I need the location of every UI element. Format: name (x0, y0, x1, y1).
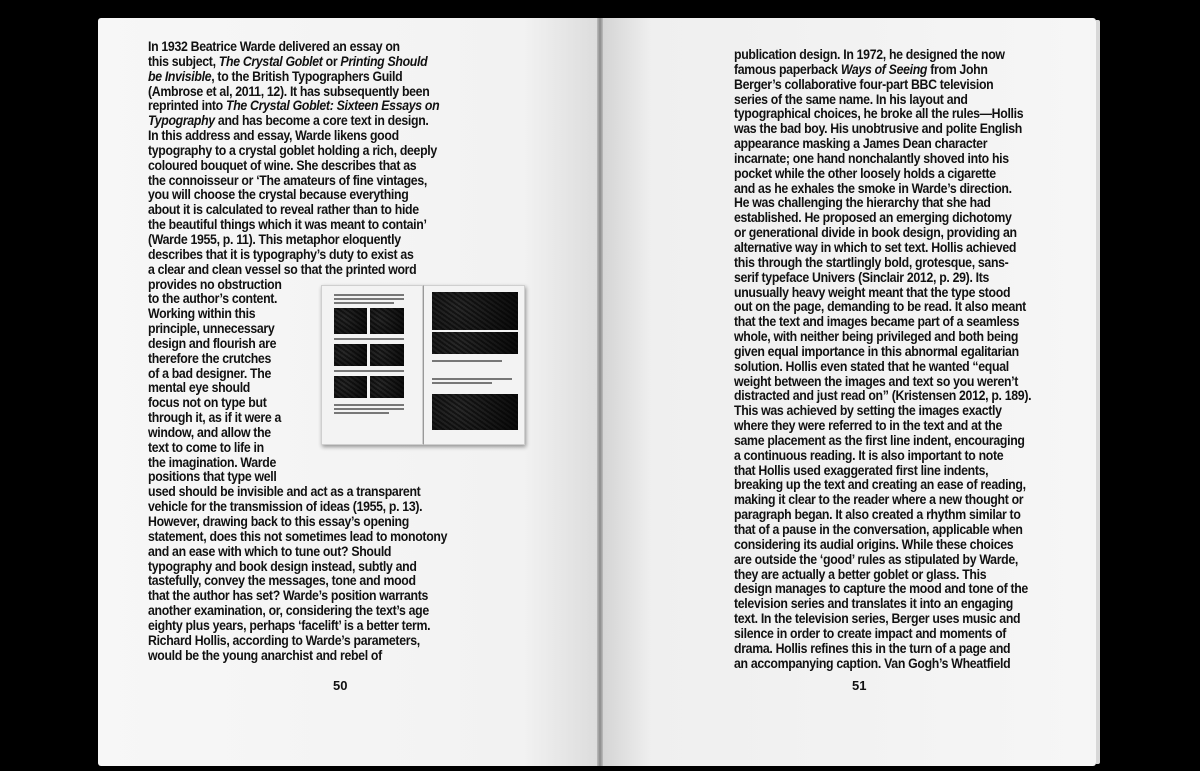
text-line: an accompanying caption. Van Gogh’s Wheatfield (734, 655, 1011, 671)
text-line: famous paperback Ways of Seeing from John (734, 61, 988, 77)
text-line: In 1932 Beatrice Warde delivered an essay on (148, 39, 400, 54)
text-line: unusually heavy weight meant that the type stood (734, 284, 1011, 300)
text-line: However, drawing back to this essay’s opening (148, 514, 409, 529)
inset-right-page (423, 285, 525, 445)
text-line: a clear and clean vessel so that the printed word (148, 261, 417, 277)
italic-title: Printing Should (340, 53, 428, 69)
text-line: considering its audial origins. While these choices (734, 536, 1014, 552)
text-line: therefore the crutches (148, 350, 271, 366)
text-line: silence in order to create impact and moments of (734, 625, 1007, 641)
italic-title: The Crystal Goblet: Sixteen Essays on (225, 98, 440, 114)
text-line: they are actually a better goblet or glass. This (734, 566, 987, 582)
text-line: this through the startlingly bold, grotesque, sans- (734, 254, 1009, 270)
text-line: Berger’s collaborative four-part BBC television (734, 76, 994, 92)
text-line: and as he exhales the smoke in Warde’s direction. (734, 180, 1012, 196)
text-line: out on the page, demanding to be read. It also meant (734, 299, 1026, 315)
text-line: serif typeface Univers (Sinclair 2012, p. 29). Its (734, 269, 990, 285)
text-line: television series and translates it into an engaging (734, 596, 1014, 612)
text-line: drama. Hollis refines this in the turn of a page and (734, 640, 1011, 656)
text-line: weight between the images and text so you weren’t (734, 373, 1019, 389)
text-line: was the bad boy. His unobtrusive and polite English (734, 121, 1022, 137)
text-line: eighty plus years, perhaps ‘facelift’ is a better term. (148, 617, 431, 633)
right-page-text (734, 48, 1038, 671)
text-line: another examination, or, considering the text’s age (148, 603, 429, 619)
text-line: series of the same name. In his layout and (734, 91, 968, 107)
text-line: window, and allow the (148, 424, 271, 440)
text-line: the beautiful things which it was meant to contain’ (148, 217, 427, 233)
text-line: through it, as if it were a (148, 410, 281, 426)
text-line: typography and book design instead, subtly and (148, 558, 417, 574)
text-line: vehicle for the transmission of ideas (1955, p. 13). (148, 499, 423, 515)
italic-title: Typography (148, 113, 215, 129)
text-line: design and flourish are (148, 335, 277, 351)
text-line: publication design. In 1972, he designed the now (734, 47, 1005, 62)
italic-title: Ways of Seeing (840, 61, 928, 77)
text-line: about it is calculated to reveal rather than to hide (148, 202, 419, 218)
text-line: describes that it is typography’s duty to exist as (148, 246, 414, 262)
text-line: He was challenging the hierarchy that she had (734, 195, 991, 211)
page-number-right: 51 (852, 678, 867, 693)
text-line: used should be invisible and act as a transparent (148, 484, 421, 500)
text-line: alternative way in which to set text. Hollis achieved (734, 239, 1017, 255)
text-line: In this address and essay, Warde likens good (148, 128, 399, 144)
text-line: Richard Hollis, according to Warde’s parameters, (148, 632, 420, 648)
text-line: mental eye should (148, 380, 251, 396)
text-line: be Invisible, to the British Typographers Guild (148, 68, 403, 84)
left-text-head (148, 40, 466, 292)
text-line: reprinted into The Crystal Goblet: Sixteen Essays on (148, 98, 440, 114)
text-line: are outside the ‘good’ rules as stipulated by Warde, (734, 551, 1019, 567)
text-line: focus not on type but (148, 395, 267, 411)
text-line: typographical choices, he broke all the rules—Hollis (734, 106, 1024, 122)
text-line: the imagination. Warde (148, 454, 276, 470)
text-line: a continuous reading. It is also important to note (734, 447, 1004, 463)
text-line: pocket while the other loosely holds a cigarette (734, 165, 996, 181)
left-text-tail (148, 485, 466, 663)
text-line: whole, with neither being privileged and both being (734, 329, 1019, 345)
page-number-left: 50 (333, 678, 348, 693)
text-line: that Hollis used exaggerated first line indents, (734, 462, 989, 478)
text-line: and an ease with which to tune out? Should (148, 543, 392, 559)
text-line: of a bad designer. The (148, 365, 271, 381)
text-line: (Ambrose et al, 2011, 12). It has subsequently been (148, 83, 430, 99)
text-line: making it clear to the reader where a new thought or (734, 492, 1024, 508)
text-line: that the author has set? Warde’s position warrants (148, 588, 429, 604)
text-line: that the text and images became part of a seamless (734, 314, 1020, 330)
text-line: (Warde 1955, p. 11). This metaphor eloquently (148, 231, 401, 247)
text-line: where they were referred to in the text and at the (734, 418, 1003, 434)
left-text-wrapped (148, 292, 295, 485)
inset-book-spread-image (321, 285, 525, 445)
text-line: This was achieved by setting the images exactly (734, 403, 1002, 419)
text-line: tastefully, convey the messages, tone and mood (148, 573, 416, 589)
text-line: established. He proposed an emerging dichotomy (734, 210, 1012, 226)
text-line: to the author’s content. (148, 291, 278, 307)
text-line: breaking up the text and creating an ease of reading, (734, 477, 1026, 493)
text-line: distracted and just read on” (Kristensen 2012, p. 189). (734, 388, 1032, 404)
text-line: Working within this (148, 306, 256, 322)
text-line: principle, unnecessary (148, 321, 275, 337)
text-line: coloured bouquet of wine. She describes that as (148, 157, 417, 173)
inset-left-page (321, 285, 423, 445)
text-line: text to come to life in (148, 439, 264, 455)
text-line: this subject, The Crystal Goblet or Printing Should (148, 53, 428, 69)
book-gutter (597, 18, 603, 766)
text-line: the connoisseur or ‘The amateurs of fine vintages, (148, 172, 427, 188)
text-line: that of a pause in the conversation, applicable when (734, 522, 1023, 537)
text-line: typography to a crystal goblet holding a rich, deeply (148, 142, 437, 158)
text-line: Typography and has become a core text in design. (148, 113, 429, 129)
text-line: provides no obstruction (148, 276, 282, 292)
text-line: same placement as the first line indent, encouraging (734, 432, 1025, 448)
text-line: you will choose the crystal because everything (148, 187, 409, 203)
text-line: paragraph began. It also created a rhythm similar to (734, 507, 1021, 523)
text-line: positions that type well (148, 469, 277, 485)
text-line: text. In the television series, Berger uses music and (734, 611, 1021, 627)
text-line: given equal importance in this abnormal egalitarian (734, 343, 1019, 359)
text-line: or generational divide in book design, providing an (734, 225, 1017, 241)
text-line: design manages to capture the mood and tone of the (734, 581, 1028, 597)
italic-title: The Crystal Goblet (218, 53, 323, 69)
text-line: statement, does this not sometimes lead to monotony (148, 528, 448, 544)
text-line: solution. Hollis even stated that he wanted “equal (734, 358, 1009, 374)
text-line: appearance masking a James Dean character (734, 136, 988, 152)
text-line: incarnate; one hand nonchalantly shoved into his (734, 150, 1009, 166)
italic-title: be Invisible (148, 68, 212, 84)
text-line: would be the young anarchist and rebel of (148, 647, 382, 663)
